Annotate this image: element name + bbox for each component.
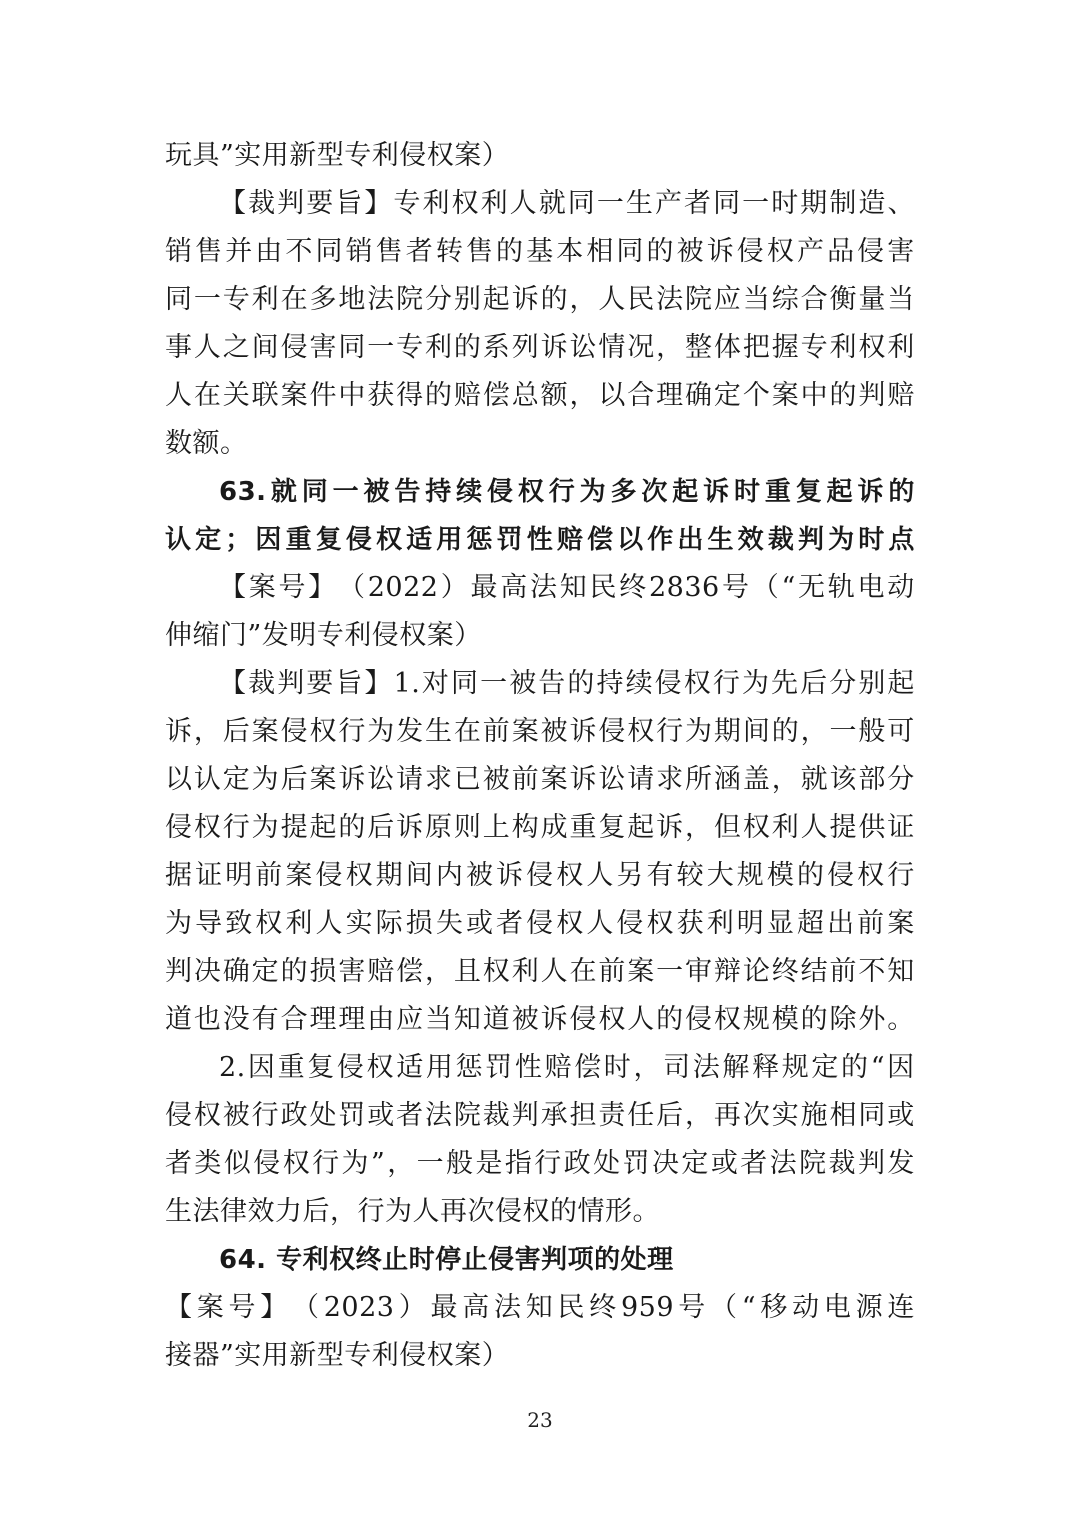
paragraph-line bbox=[165, 1284, 915, 1332]
paragraph-line bbox=[165, 852, 915, 900]
justified-text: 【 裁 判 要 旨 】 1. 对 同 一 被 告 的 持 续 侵 权 行 为 先 后 分 别 起 bbox=[219, 668, 915, 699]
paragraph-line bbox=[165, 804, 915, 852]
page-number: 23 bbox=[527, 1408, 553, 1432]
paragraph-line bbox=[165, 756, 915, 804]
paragraph-line bbox=[165, 708, 915, 756]
justified-text: 销 售 并 由 不 同 销 售 者 转 售 的 基 本 相 同 的 被 诉 侵 权 产 品 侵 害 bbox=[165, 236, 915, 267]
paragraph-line: 数额。 bbox=[165, 428, 248, 459]
paragraph-line bbox=[165, 1092, 915, 1140]
paragraph-line: 玩具”实用新型专利侵权案） bbox=[165, 140, 510, 171]
paragraph-line bbox=[165, 1140, 915, 1188]
justified-text: 【 案 号 】 （ 2022 ） 最 高 法 知 民 终 2836 号 （ “ 无 轨 电 动 bbox=[219, 572, 915, 603]
paragraph-line bbox=[165, 228, 915, 276]
justified-text: 诉 ， 后 案 侵 权 行 为 发 生 在 前 案 被 诉 侵 权 行 为 期 间 的 ， 一 般 可 bbox=[165, 716, 915, 747]
paragraph-line: 接器”实用新型专利侵权案） bbox=[165, 1340, 510, 1371]
paragraph-line bbox=[165, 996, 915, 1044]
paragraph-line bbox=[165, 660, 915, 708]
paragraph-line bbox=[165, 1044, 915, 1092]
justified-text: 侵 权 行 为 提 起 的 后 诉 原 则 上 构 成 重 复 起 诉 ， 但 权 利 人 提 供 证 bbox=[165, 812, 915, 843]
justified-text: 侵 权 被 行 政 处 罚 或 者 法 院 裁 判 承 担 责 任 后 ， 再 次 实 施 相 同 或 bbox=[165, 1100, 915, 1131]
paragraph-line: 生法律效力后，行为人再次侵权的情形。 bbox=[165, 1196, 660, 1227]
justified-text: 据 证 明 前 案 侵 权 期 间 内 被 诉 侵 权 人 另 有 较 大 规 模 的 侵 权 行 bbox=[165, 860, 915, 891]
justified-text: 人 在 关 联 案 件 中 获 得 的 赔 偿 总 额 ， 以 合 理 确 定 个 案 中 的 判 赔 bbox=[165, 380, 915, 411]
paragraph-line bbox=[165, 372, 915, 420]
justified-text: 事 人 之 间 侵 害 同 一 专 利 的 系 列 诉 讼 情 况 ， 整 体 把 握 专 利 权 利 bbox=[165, 332, 915, 363]
justified-text: 【 案 号 】 （ 2023 ） 最 高 法 知 民 终 959 号 （ “ 移 动 电 源 连 bbox=[165, 1292, 915, 1323]
paragraph-line: 伸缩门”发明专利侵权案） bbox=[165, 620, 482, 651]
paragraph-line bbox=[165, 324, 915, 372]
justified-text: 者 类 似 侵 权 行 为 ” ， 一 般 是 指 行 政 处 罚 决 定 或 者 法 院 裁 判 发 bbox=[165, 1148, 915, 1179]
justified-text: 道 也 没 有 合 理 理 由 应 当 知 道 被 诉 侵 权 人 的 侵 权 规 模 的 除 外 。 bbox=[165, 1004, 915, 1035]
justified-text: 为 导 致 权 利 人 实 际 损 失 或 者 侵 权 人 侵 权 获 利 明 显 超 出 前 案 bbox=[165, 908, 915, 939]
section-heading-line bbox=[165, 516, 915, 564]
section-heading-line bbox=[165, 468, 915, 516]
justified-text: 同 一 专 利 在 多 地 法 院 分 别 起 诉 的 ， 人 民 法 院 应 当 综 合 衡 量 当 bbox=[165, 284, 915, 315]
justified-text: 判 决 确 定 的 损 害 赔 偿 ， 且 权 利 人 在 前 案 一 审 辩 论 终 结 前 不 知 bbox=[165, 956, 915, 987]
paragraph-line bbox=[165, 900, 915, 948]
justified-text: 63. 就 同 一 被 告 持 续 侵 权 行 为 多 次 起 诉 时 重 复 起 诉 的 bbox=[219, 477, 915, 507]
paragraph-line bbox=[165, 276, 915, 324]
paragraph-line bbox=[165, 564, 915, 612]
justified-text: 2. 因 重 复 侵 权 适 用 惩 罚 性 赔 偿 时 ， 司 法 解 释 规 定 的 “ 因 bbox=[219, 1052, 915, 1083]
justified-text: 【 裁 判 要 旨 】 专 利 权 利 人 就 同 一 生 产 者 同 一 时 期 制 造 、 bbox=[219, 188, 915, 219]
document-body bbox=[165, 132, 915, 1380]
section-heading-line: 64. 专利权终止时停止侵害判项的处理 bbox=[219, 1245, 674, 1275]
justified-text: 认 定 ； 因 重 复 侵 权 适 用 惩 罚 性 赔 偿 以 作 出 生 效 裁 判 为 时 点 bbox=[165, 525, 915, 555]
paragraph-line bbox=[165, 180, 915, 228]
justified-text: 以 认 定 为 后 案 诉 讼 请 求 已 被 前 案 诉 讼 请 求 所 涵 盖 ， 就 该 部 分 bbox=[165, 764, 915, 795]
paragraph-line bbox=[165, 948, 915, 996]
